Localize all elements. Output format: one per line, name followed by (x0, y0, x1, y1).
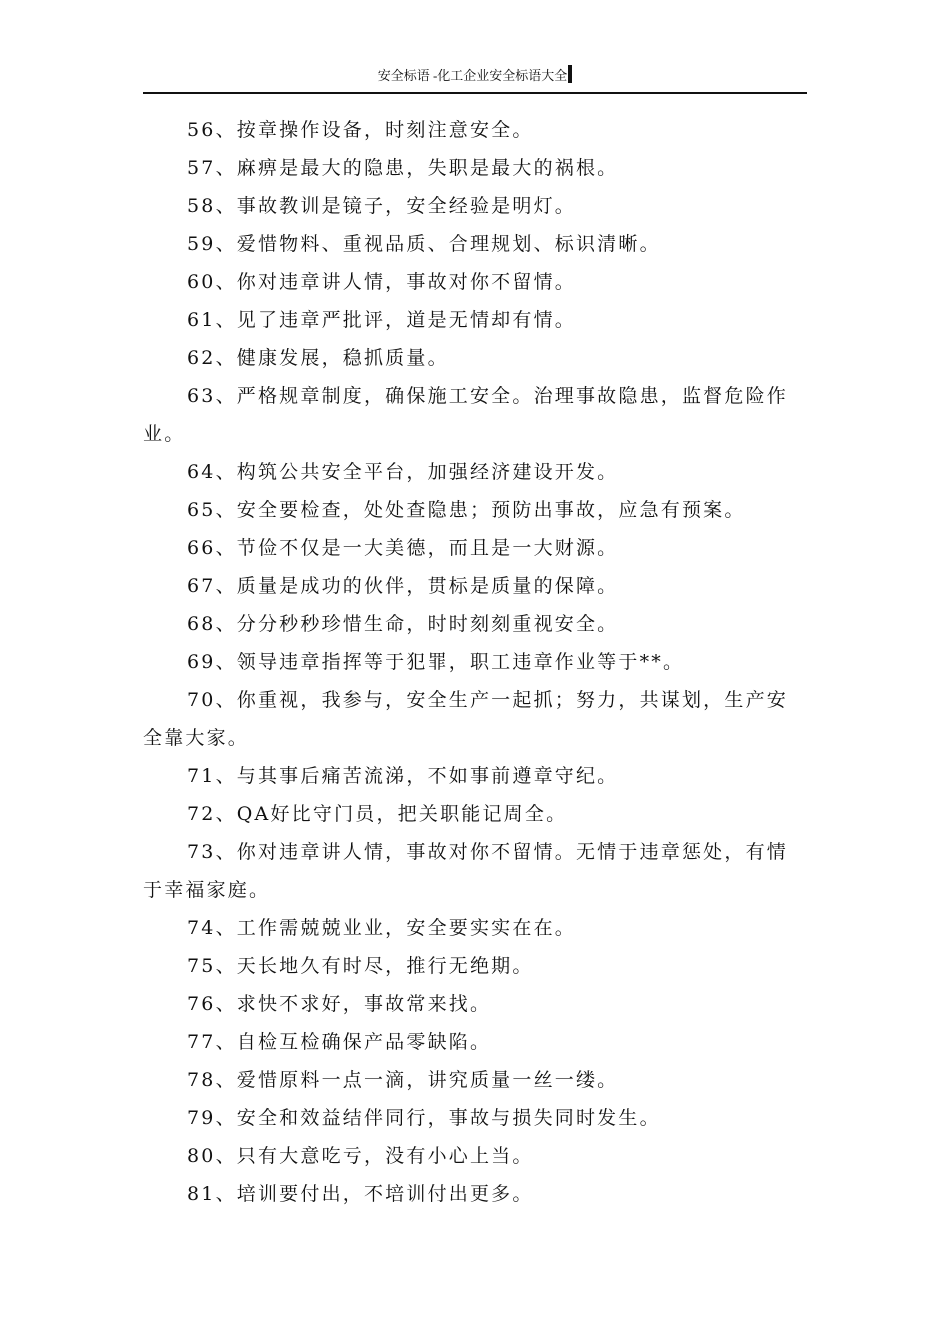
list-item: 66、节俭不仅是一大美德，而且是一大财源。 (187, 537, 619, 559)
text-cursor (568, 65, 572, 83)
list-item: 58、事故教训是镜子，安全经验是明灯。 (187, 195, 576, 217)
page-header (143, 64, 807, 94)
list-item: 78、爱惜原料一点一滴，讲究质量一丝一缕。 (187, 1069, 619, 1091)
list-item: 80、只有大意吃亏，没有小心上当。 (187, 1145, 534, 1167)
list-item: 77、自检互检确保产品零缺陷。 (187, 1031, 492, 1053)
list-item: 56、按章操作设备，时刻注意安全。 (187, 119, 534, 141)
list-item: 74、工作需兢兢业业，安全要实实在在。 (187, 917, 576, 939)
list-item: 72、QA好比守门员，把关职能记周全。 (187, 803, 568, 825)
list-item: 62、健康发展，稳抓质量。 (187, 347, 449, 369)
list-item: 67、质量是成功的伙伴，贯标是质量的保障。 (187, 575, 619, 597)
list-item: 64、构筑公共安全平台，加强经济建设开发。 (187, 461, 619, 483)
list-item: 61、见了违章严批评，道是无情却有情。 (187, 309, 576, 331)
list-item: 57、麻痹是最大的隐患，失职是最大的祸根。 (187, 157, 619, 179)
list-item: 68、分分秒秒珍惜生命，时时刻刻重视安全。 (187, 613, 619, 635)
list-item: 60、你对违章讲人情，事故对你不留情。 (187, 271, 576, 293)
list-item: 59、爱惜物料、重视品质、合理规划、标识清晰。 (187, 233, 661, 255)
list-item: 81、培训要付出，不培训付出更多。 (187, 1183, 534, 1205)
list-item: 65、安全要检查，处处查隐患；预防出事故，应急有预案。 (187, 499, 746, 521)
header-title: 安全标语 -化工企业安全标语大全 (377, 68, 568, 83)
list-item: 79、安全和效益结伴同行，事故与损失同时发生。 (187, 1107, 661, 1129)
list-item: 71、与其事后痛苦流涕，不如事前遵章守纪。 (187, 765, 619, 787)
list-item: 70、你重视，我参与，安全生产一起抓；努力，共谋划，生产安全靠大家。 (143, 689, 788, 749)
slogan-list (143, 111, 807, 1213)
list-item: 69、领导违章指挥等于犯罪，职工违章作业等于**。 (187, 651, 685, 673)
list-item: 76、求快不求好，事故常来找。 (187, 993, 492, 1015)
list-item: 75、天长地久有时尽，推行无绝期。 (187, 955, 534, 977)
list-item: 73、你对违章讲人情，事故对你不留情。无情于违章惩处，有情于幸福家庭。 (143, 841, 788, 901)
list-item: 63、严格规章制度，确保施工安全。治理事故隐患，监督危险作业。 (143, 385, 788, 445)
